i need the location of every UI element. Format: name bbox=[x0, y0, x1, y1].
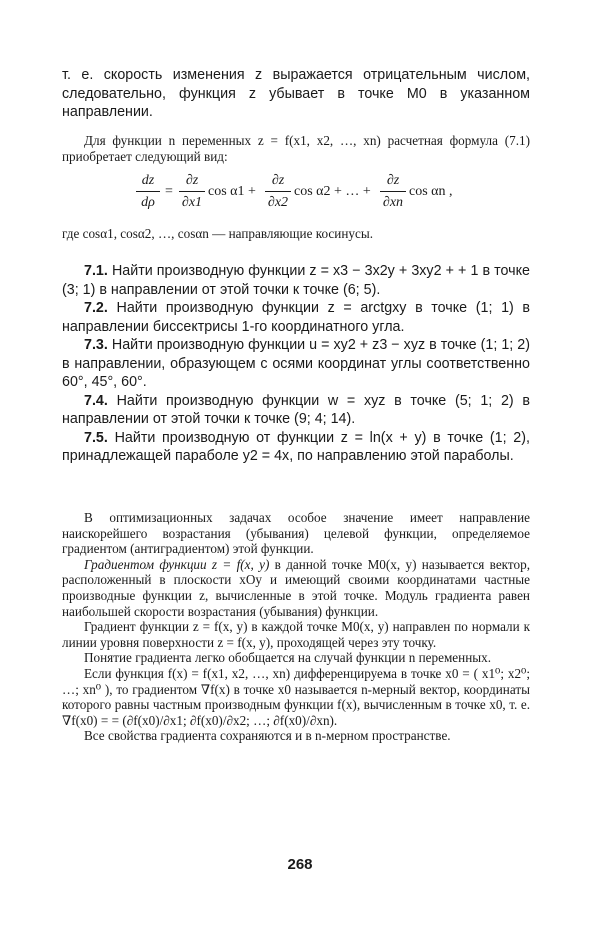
exercise-7-2: 7.2. Найти производную функции z = arctgxy в точке (1; 1) в направлении биссектрисы 1-го координатного угла. bbox=[62, 300, 530, 335]
term3-cos: cos αn , bbox=[409, 184, 453, 199]
exercise-7-1: 7.1. Найти производную функции z = x3 − 3x2y + 3xy2 + + 1 в точке (3; 1) в направлении от этой точки к точке (6; 5). bbox=[62, 263, 530, 298]
exercise-7-3: 7.3. Найти производную функции u = xy2 + z3 − xyz в точке (1; 1; 2) в направлении, образующем с осями координат углы соответственно 60°, 45°, 60°. bbox=[62, 337, 530, 390]
equals-sign: = bbox=[165, 184, 173, 199]
lhs-fraction: dz dρ bbox=[136, 172, 160, 211]
exercise-7-4: 7.4. Найти производную функции w = xyz в точке (5; 1; 2) в направлении от этой точки к точке (9; 4; 14). bbox=[62, 392, 530, 427]
generalization-paragraph: Понятие градиента легко обобщается на случай функции n переменных. bbox=[84, 650, 492, 666]
n-variables-paragraph bbox=[62, 133, 530, 164]
term3-fraction: ∂z ∂xn bbox=[380, 172, 406, 211]
cosines-paragraph bbox=[62, 226, 530, 242]
properties-paragraph: Все свойства градиента сохраняются и в n-мерном пространстве. bbox=[84, 728, 451, 744]
intro-paragraph bbox=[62, 66, 530, 122]
theory-section bbox=[62, 510, 530, 744]
directional-derivative-formula bbox=[62, 172, 530, 220]
exercise-7-5: 7.5. Найти производную от функции z = ln(x + y) в точке (1; 2), принадлежащей параболе y2 = 4x, по направлению этой параболы. bbox=[62, 429, 530, 464]
optimization-paragraph: В оптимизационных задачах особое значение имеет направление наискорейшего возрастания (убывания) целевой функции, определяемое градиентом (антиградиентом) этой функции. bbox=[62, 510, 530, 557]
gradient-definition: Градиентом функции z = f(x, y) в данной точке M0(x, y) называется вектор, расположенный в плоскости xOy и имеющий своими координатами частные производные функции z, вычисленные в этой точке. Модуль градиента равен наибольшей скорости возрастания (убывания) функции. bbox=[62, 556, 530, 619]
term1-cos: cos α1 + bbox=[208, 184, 256, 199]
term2-fraction: ∂z ∂x2 bbox=[265, 172, 291, 211]
term2-cos: cos α2 + … + bbox=[294, 184, 371, 199]
n-dimensional-gradient-paragraph: Если функция f(x) = f(x1, x2, …, xn) дифференцируема в точке x0 = ( x1⁰; x2⁰; …; xn⁰ ), то градиентом ∇f(x) в точке x0 называется n-мерный вектор, координаты которого равны частным производным функции f(x), вычисленным в точке x0, т. е. ∇f(x0) = = (∂f(x0)/∂x1; ∂f(x0)/∂x2; …; ∂f(x0)/∂xn). bbox=[62, 665, 530, 728]
gradient-normal-paragraph: Градиент функции z = f(x, y) в каждой точке M0(x, y) направлен по нормали к линии уровня поверхности z = f(x, y), проходящей через эту точку. bbox=[62, 619, 530, 650]
n-variables-text: Для функции n переменных z = f(x1, x2, …, xn) расчетная формула (7.1) приобретает следующий вид: bbox=[62, 133, 530, 164]
intro-text: т. е. скорость изменения z выражается отрицательным числом, следовательно, функция z убывает в точке M0 в указанном направлении. bbox=[62, 67, 530, 120]
exercise-list bbox=[62, 262, 530, 466]
page-number: 268 bbox=[287, 856, 313, 873]
term1-fraction: ∂z ∂x1 bbox=[179, 172, 205, 211]
cosines-text: где cosα1, cosα2, …, cosαn — направляющие косинусы. bbox=[62, 226, 373, 241]
